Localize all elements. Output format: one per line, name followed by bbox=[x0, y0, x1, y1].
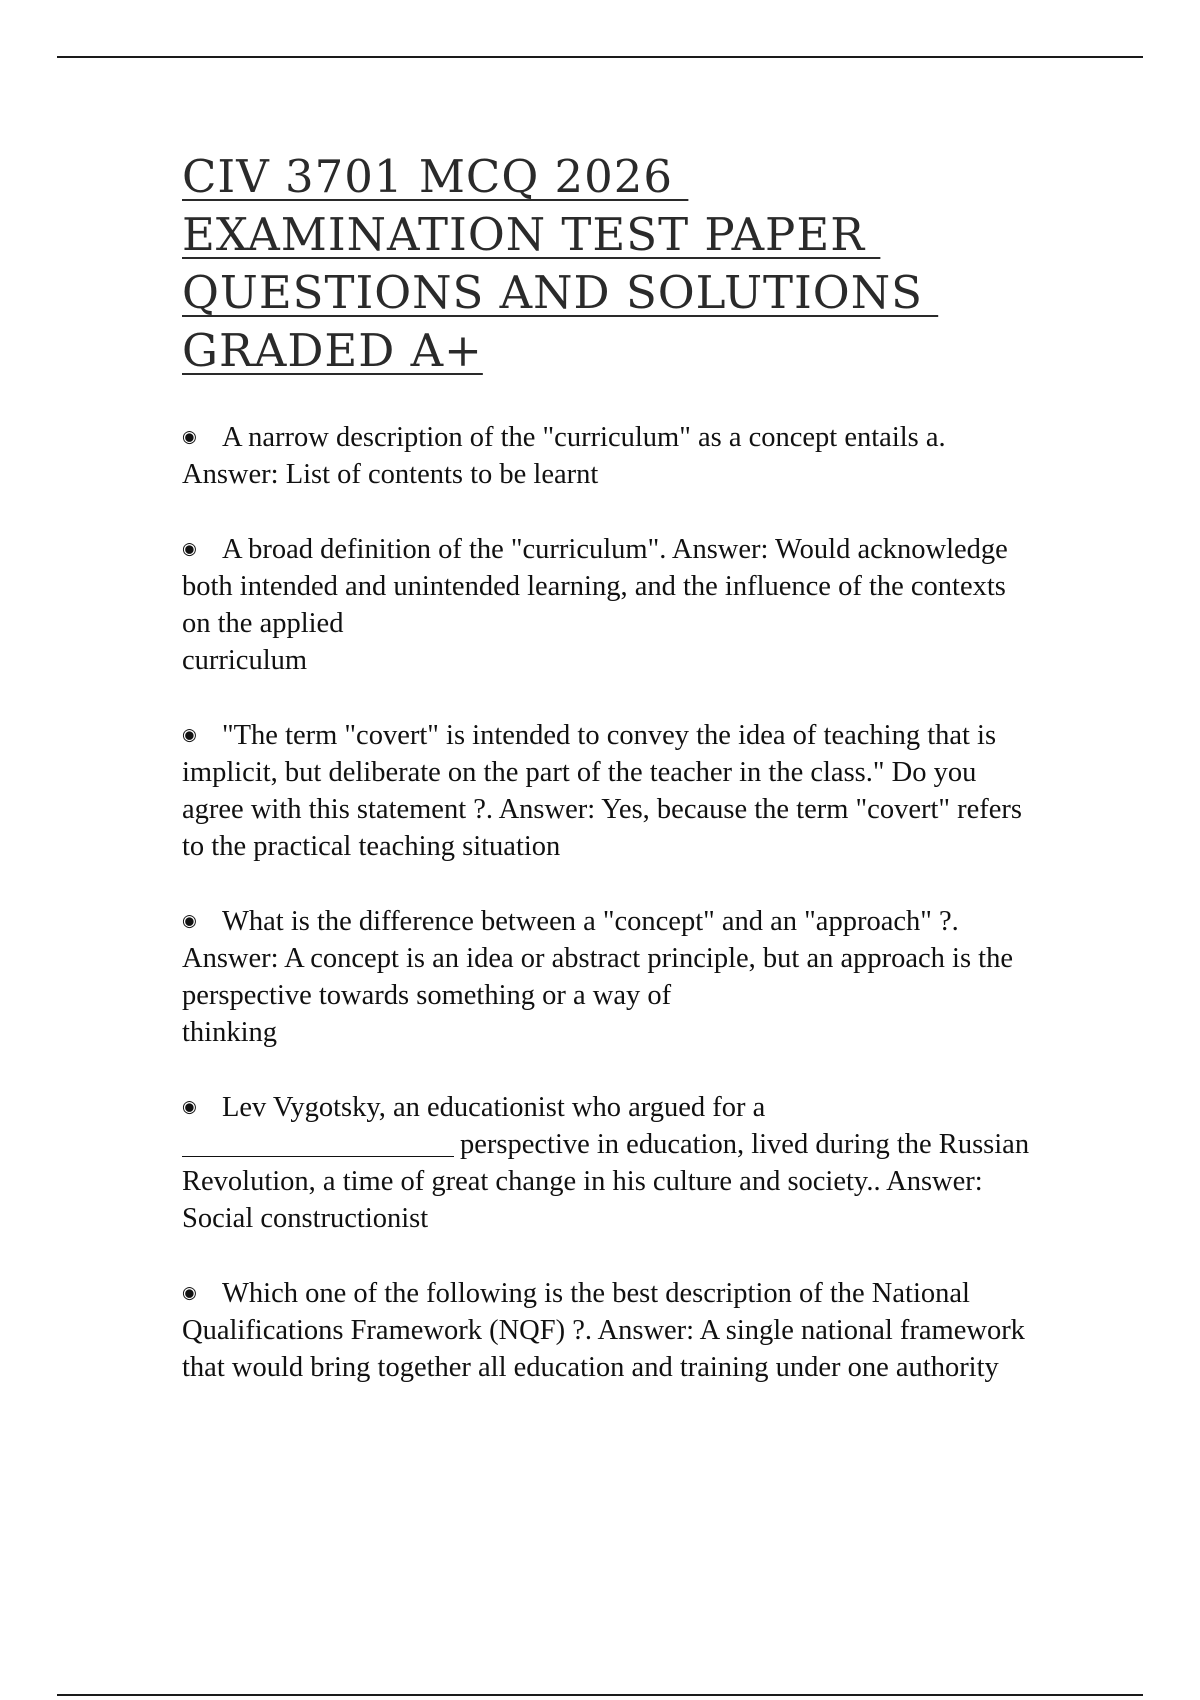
question-list bbox=[182, 418, 1032, 1423]
title-line: GRADED A+ bbox=[182, 324, 483, 377]
question-text-continuation: curriculum bbox=[182, 645, 308, 676]
question-item bbox=[182, 902, 1032, 1051]
footer-rule bbox=[57, 1694, 1143, 1696]
radio-bullet-icon: ◉ bbox=[182, 427, 197, 446]
question-text: What is the difference between a "concept" and an "approach" ?. Answer: A concept is an idea or abstract principle, but an approach is the perspective towards something or a way of bbox=[182, 906, 1013, 1011]
radio-bullet-icon: ◉ bbox=[182, 1283, 197, 1302]
question-text: perspective in education, lived during the Russian Revolution, a time of great change in his culture and society.. Answer: Social constructionist bbox=[182, 1129, 1030, 1234]
question-item bbox=[182, 1274, 1032, 1386]
header-rule bbox=[57, 56, 1143, 58]
question-item bbox=[182, 418, 1032, 493]
question-text-continuation: thinking bbox=[182, 1017, 278, 1048]
question-text: Lev Vygotsky, an educationist who argued for a bbox=[222, 1092, 766, 1123]
radio-bullet-icon: ◉ bbox=[182, 539, 197, 558]
document-title bbox=[182, 148, 1082, 380]
radio-bullet-icon: ◉ bbox=[182, 725, 197, 744]
question-text: "The term "covert" is intended to convey the idea of teaching that is implicit, but deliberate on the part of the teacher in the class." Do you agree with this statement ?. Answer: Yes, because the term "covert" refers to the practical teaching situation bbox=[182, 720, 1022, 862]
question-item bbox=[182, 1088, 1032, 1237]
question-item bbox=[182, 716, 1032, 865]
radio-bullet-icon: ◉ bbox=[182, 911, 197, 930]
fill-in-blank bbox=[182, 1132, 454, 1157]
title-line: EXAMINATION TEST PAPER bbox=[182, 208, 881, 261]
radio-bullet-icon: ◉ bbox=[182, 1097, 197, 1116]
question-text: A narrow description of the "curriculum" as a concept entails a. Answer: List of contents to be learnt bbox=[182, 422, 946, 490]
question-text: A broad definition of the "curriculum". Answer: Would acknowledge both intended and unintended learning, and the influence of the contexts on the applied bbox=[182, 534, 1008, 639]
title-line: CIV 3701 MCQ 2026 bbox=[182, 150, 689, 203]
title-line: QUESTIONS AND SOLUTIONS bbox=[182, 266, 939, 319]
question-text: Which one of the following is the best description of the National Qualifications Framework (NQF) ?. Answer: A single national framework that would bring together all education and training under one authority bbox=[182, 1278, 1025, 1383]
question-item bbox=[182, 530, 1032, 679]
